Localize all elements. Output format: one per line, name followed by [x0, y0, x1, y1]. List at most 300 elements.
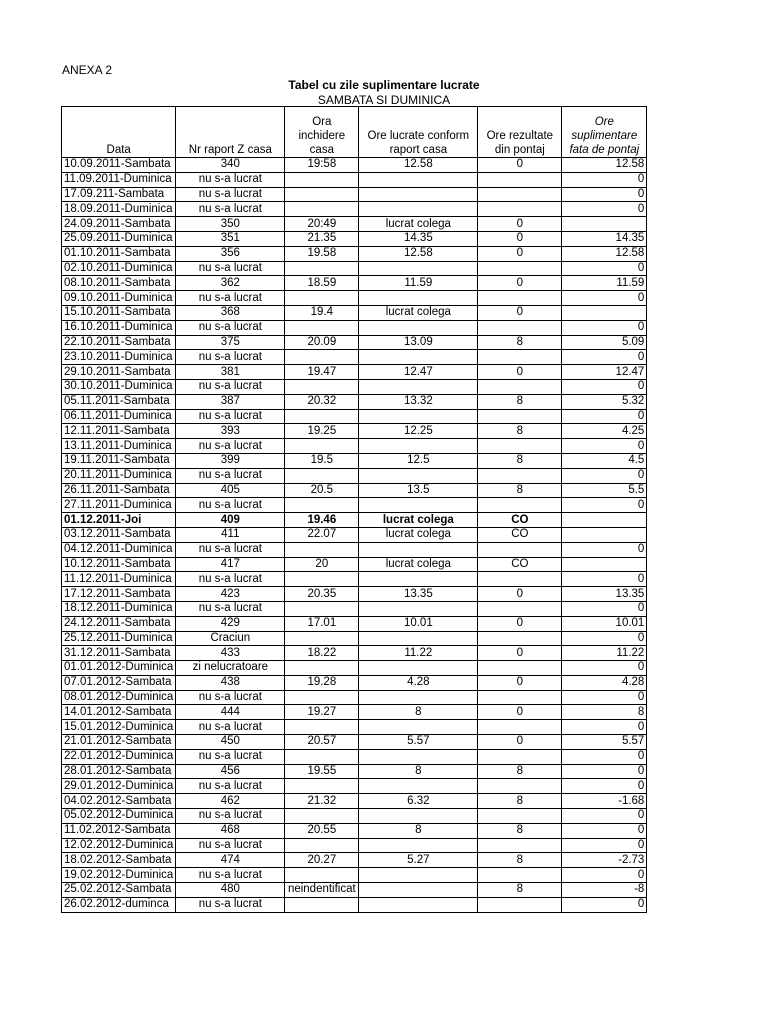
- cell-z-report: nu s-a lucrat: [176, 838, 285, 853]
- cell-hours-worked: [359, 572, 478, 587]
- cell-extra-hours: 0: [562, 690, 647, 705]
- cell-closing-time: [285, 868, 359, 883]
- cell-timesheet-hours: 8: [478, 335, 562, 350]
- cell-closing-time: 19.46: [285, 513, 359, 528]
- cell-date: 26.02.2012-duminca: [62, 897, 176, 912]
- cell-z-report: 438: [176, 675, 285, 690]
- cell-z-report: 456: [176, 764, 285, 779]
- cell-z-report: nu s-a lucrat: [176, 601, 285, 616]
- cell-z-report: nu s-a lucrat: [176, 350, 285, 365]
- cell-closing-time: neindentificat: [285, 883, 359, 898]
- table-row: [62, 897, 647, 912]
- cell-z-report: nu s-a lucrat: [176, 749, 285, 764]
- cell-date: 25.12.2011-Duminica: [62, 631, 176, 646]
- cell-extra-hours: 11.59: [562, 276, 647, 291]
- cell-date: 01.12.2011-Joi: [62, 513, 176, 528]
- cell-date: 24.12.2011-Sambata: [62, 616, 176, 631]
- cell-date: 29.10.2011-Sambata: [62, 365, 176, 380]
- cell-timesheet-hours: [478, 409, 562, 424]
- table-row: [62, 513, 647, 528]
- table-row: [62, 202, 647, 217]
- cell-timesheet-hours: 0: [478, 217, 562, 232]
- cell-timesheet-hours: 0: [478, 246, 562, 261]
- cell-closing-time: 20: [285, 557, 359, 572]
- cell-closing-time: 21.35: [285, 231, 359, 246]
- cell-date: 25.09.2011-Duminica: [62, 231, 176, 246]
- table-row: [62, 261, 647, 276]
- header-date: Data: [62, 107, 176, 158]
- cell-extra-hours: 14.35: [562, 231, 647, 246]
- cell-timesheet-hours: [478, 690, 562, 705]
- cell-z-report: nu s-a lucrat: [176, 572, 285, 587]
- cell-z-report: nu s-a lucrat: [176, 202, 285, 217]
- header-z-report: Nr raport Z casa: [176, 107, 285, 158]
- cell-hours-worked: [359, 631, 478, 646]
- cell-timesheet-hours: [478, 601, 562, 616]
- cell-date: 19.11.2011-Sambata: [62, 453, 176, 468]
- cell-z-report: nu s-a lucrat: [176, 690, 285, 705]
- cell-hours-worked: [359, 202, 478, 217]
- cell-z-report: 450: [176, 735, 285, 750]
- cell-extra-hours: 13.35: [562, 587, 647, 602]
- cell-timesheet-hours: [478, 187, 562, 202]
- cell-closing-time: 17.01: [285, 616, 359, 631]
- overtime-table: [61, 106, 647, 913]
- cell-extra-hours: 12.58: [562, 158, 647, 173]
- cell-timesheet-hours: [478, 468, 562, 483]
- cell-closing-time: 19.27: [285, 705, 359, 720]
- cell-hours-worked: 12.5: [359, 453, 478, 468]
- cell-z-report: 393: [176, 424, 285, 439]
- table-row: [62, 379, 647, 394]
- cell-extra-hours: 11.22: [562, 646, 647, 661]
- table-row: [62, 172, 647, 187]
- header-closing-time: Ora inchidere casa: [285, 107, 359, 158]
- cell-timesheet-hours: 8: [478, 883, 562, 898]
- cell-closing-time: 20.35: [285, 587, 359, 602]
- cell-date: 04.02.2012-Sambata: [62, 794, 176, 809]
- cell-extra-hours: [562, 513, 647, 528]
- cell-date: 31.12.2011-Sambata: [62, 646, 176, 661]
- cell-extra-hours: 0: [562, 542, 647, 557]
- cell-closing-time: [285, 572, 359, 587]
- cell-z-report: 351: [176, 231, 285, 246]
- cell-timesheet-hours: CO: [478, 513, 562, 528]
- header-extra-hours: Ore suplimentare fata de pontaj: [562, 107, 647, 158]
- cell-closing-time: 19.28: [285, 675, 359, 690]
- cell-closing-time: 18.59: [285, 276, 359, 291]
- cell-date: 04.12.2011-Duminica: [62, 542, 176, 557]
- cell-timesheet-hours: 0: [478, 305, 562, 320]
- annex-label: ANEXA 2: [62, 63, 113, 77]
- table-row: [62, 883, 647, 898]
- cell-date: 17.09.211-Sambata: [62, 187, 176, 202]
- cell-extra-hours: 0: [562, 350, 647, 365]
- cell-timesheet-hours: 8: [478, 453, 562, 468]
- table-row: [62, 690, 647, 705]
- cell-extra-hours: [562, 305, 647, 320]
- table-row: [62, 468, 647, 483]
- cell-extra-hours: -2.73: [562, 853, 647, 868]
- cell-closing-time: [285, 720, 359, 735]
- cell-extra-hours: 0: [562, 572, 647, 587]
- cell-closing-time: [285, 498, 359, 513]
- cell-hours-worked: 8: [359, 705, 478, 720]
- table-row: [62, 779, 647, 794]
- cell-hours-worked: 12.47: [359, 365, 478, 380]
- cell-date: 13.11.2011-Duminica: [62, 439, 176, 454]
- cell-timesheet-hours: [478, 897, 562, 912]
- cell-timesheet-hours: 0: [478, 158, 562, 173]
- cell-z-report: nu s-a lucrat: [176, 320, 285, 335]
- cell-z-report: nu s-a lucrat: [176, 498, 285, 513]
- cell-closing-time: 19.55: [285, 764, 359, 779]
- cell-extra-hours: 0: [562, 720, 647, 735]
- cell-hours-worked: lucrat colega: [359, 217, 478, 232]
- cell-closing-time: [285, 202, 359, 217]
- cell-hours-worked: 13.5: [359, 483, 478, 498]
- header-hours-worked: Ore lucrate conform raport casa: [359, 107, 478, 158]
- cell-extra-hours: 5.32: [562, 394, 647, 409]
- cell-hours-worked: lucrat colega: [359, 527, 478, 542]
- cell-extra-hours: 10.01: [562, 616, 647, 631]
- cell-closing-time: [285, 468, 359, 483]
- cell-z-report: 423: [176, 587, 285, 602]
- cell-hours-worked: [359, 350, 478, 365]
- cell-hours-worked: 12.58: [359, 246, 478, 261]
- cell-extra-hours: [562, 557, 647, 572]
- cell-extra-hours: 0: [562, 202, 647, 217]
- cell-hours-worked: [359, 868, 478, 883]
- cell-hours-worked: [359, 883, 478, 898]
- cell-hours-worked: [359, 542, 478, 557]
- cell-z-report: 433: [176, 646, 285, 661]
- cell-date: 18.09.2011-Duminica: [62, 202, 176, 217]
- cell-closing-time: [285, 542, 359, 557]
- cell-closing-time: 20:49: [285, 217, 359, 232]
- cell-closing-time: [285, 779, 359, 794]
- cell-extra-hours: 0: [562, 823, 647, 838]
- cell-hours-worked: [359, 749, 478, 764]
- cell-extra-hours: 0: [562, 779, 647, 794]
- cell-closing-time: [285, 838, 359, 853]
- cell-timesheet-hours: CO: [478, 557, 562, 572]
- cell-timesheet-hours: [478, 498, 562, 513]
- cell-timesheet-hours: 8: [478, 853, 562, 868]
- cell-extra-hours: [562, 217, 647, 232]
- cell-closing-time: 19.47: [285, 365, 359, 380]
- table-row: [62, 809, 647, 824]
- cell-hours-worked: lucrat colega: [359, 513, 478, 528]
- cell-date: 16.10.2011-Duminica: [62, 320, 176, 335]
- cell-date: 06.11.2011-Duminica: [62, 409, 176, 424]
- cell-timesheet-hours: 8: [478, 823, 562, 838]
- cell-extra-hours: 8: [562, 705, 647, 720]
- cell-extra-hours: 0: [562, 809, 647, 824]
- cell-z-report: Craciun: [176, 631, 285, 646]
- cell-hours-worked: [359, 291, 478, 306]
- cell-extra-hours: 0: [562, 498, 647, 513]
- cell-timesheet-hours: 0: [478, 276, 562, 291]
- cell-closing-time: 19:58: [285, 158, 359, 173]
- cell-closing-time: [285, 409, 359, 424]
- cell-z-report: 368: [176, 305, 285, 320]
- cell-timesheet-hours: 0: [478, 705, 562, 720]
- table-subtitle: SAMBATA SI DUMINICA: [317, 93, 451, 107]
- cell-z-report: 340: [176, 158, 285, 173]
- cell-hours-worked: 12.58: [359, 158, 478, 173]
- cell-timesheet-hours: [478, 202, 562, 217]
- cell-date: 12.11.2011-Sambata: [62, 424, 176, 439]
- cell-extra-hours: 0: [562, 764, 647, 779]
- cell-z-report: 381: [176, 365, 285, 380]
- cell-z-report: nu s-a lucrat: [176, 291, 285, 306]
- cell-date: 09.10.2011-Duminica: [62, 291, 176, 306]
- cell-date: 01.01.2012-Duminica: [62, 661, 176, 676]
- cell-extra-hours: 0: [562, 172, 647, 187]
- cell-extra-hours: 4.28: [562, 675, 647, 690]
- cell-extra-hours: 5.5: [562, 483, 647, 498]
- cell-extra-hours: -1.68: [562, 794, 647, 809]
- cell-date: 05.11.2011-Sambata: [62, 394, 176, 409]
- cell-extra-hours: 5.09: [562, 335, 647, 350]
- cell-date: 20.11.2011-Duminica: [62, 468, 176, 483]
- cell-hours-worked: [359, 498, 478, 513]
- cell-hours-worked: lucrat colega: [359, 557, 478, 572]
- table-row: [62, 498, 647, 513]
- cell-hours-worked: [359, 720, 478, 735]
- cell-closing-time: 18.22: [285, 646, 359, 661]
- cell-date: 14.01.2012-Sambata: [62, 705, 176, 720]
- cell-hours-worked: 11.59: [359, 276, 478, 291]
- cell-closing-time: [285, 320, 359, 335]
- cell-hours-worked: lucrat colega: [359, 305, 478, 320]
- cell-date: 07.01.2012-Sambata: [62, 675, 176, 690]
- cell-hours-worked: 10.01: [359, 616, 478, 631]
- cell-z-report: 462: [176, 794, 285, 809]
- cell-hours-worked: [359, 897, 478, 912]
- cell-extra-hours: 0: [562, 320, 647, 335]
- cell-timesheet-hours: 0: [478, 735, 562, 750]
- cell-timesheet-hours: [478, 661, 562, 676]
- cell-z-report: nu s-a lucrat: [176, 261, 285, 276]
- table-row: [62, 335, 647, 350]
- cell-timesheet-hours: [478, 631, 562, 646]
- cell-extra-hours: 4.5: [562, 453, 647, 468]
- table-row: [62, 187, 647, 202]
- cell-timesheet-hours: 0: [478, 587, 562, 602]
- cell-hours-worked: 14.35: [359, 231, 478, 246]
- cell-z-report: 350: [176, 217, 285, 232]
- table-row: [62, 365, 647, 380]
- cell-date: 29.01.2012-Duminica: [62, 779, 176, 794]
- cell-extra-hours: 0: [562, 379, 647, 394]
- cell-extra-hours: 0: [562, 261, 647, 276]
- table-row: [62, 276, 647, 291]
- cell-closing-time: 20.09: [285, 335, 359, 350]
- cell-hours-worked: [359, 601, 478, 616]
- table-row: [62, 424, 647, 439]
- cell-hours-worked: 11.22: [359, 646, 478, 661]
- cell-closing-time: 19.4: [285, 305, 359, 320]
- cell-hours-worked: [359, 690, 478, 705]
- cell-date: 01.10.2011-Sambata: [62, 246, 176, 261]
- cell-date: 22.01.2012-Duminica: [62, 749, 176, 764]
- cell-timesheet-hours: 0: [478, 616, 562, 631]
- cell-extra-hours: [562, 527, 647, 542]
- cell-extra-hours: 0: [562, 409, 647, 424]
- cell-z-report: 411: [176, 527, 285, 542]
- cell-date: 08.01.2012-Duminica: [62, 690, 176, 705]
- table-row: [62, 631, 647, 646]
- table-row: [62, 350, 647, 365]
- table-row: [62, 868, 647, 883]
- cell-date: 27.11.2011-Duminica: [62, 498, 176, 513]
- cell-closing-time: [285, 809, 359, 824]
- cell-extra-hours: 5.57: [562, 735, 647, 750]
- cell-closing-time: [285, 897, 359, 912]
- table-row: [62, 394, 647, 409]
- table-row: [62, 735, 647, 750]
- cell-extra-hours: 12.47: [562, 365, 647, 380]
- cell-closing-time: [285, 439, 359, 454]
- cell-z-report: 474: [176, 853, 285, 868]
- cell-date: 11.12.2011-Duminica: [62, 572, 176, 587]
- cell-z-report: nu s-a lucrat: [176, 172, 285, 187]
- cell-extra-hours: 0: [562, 838, 647, 853]
- table-row: [62, 320, 647, 335]
- cell-z-report: 417: [176, 557, 285, 572]
- cell-z-report: nu s-a lucrat: [176, 809, 285, 824]
- cell-timesheet-hours: [478, 838, 562, 853]
- cell-extra-hours: 0: [562, 291, 647, 306]
- cell-date: 22.10.2011-Sambata: [62, 335, 176, 350]
- table-row: [62, 557, 647, 572]
- cell-hours-worked: [359, 261, 478, 276]
- cell-closing-time: [285, 379, 359, 394]
- cell-timesheet-hours: [478, 720, 562, 735]
- cell-hours-worked: 8: [359, 764, 478, 779]
- cell-date: 17.12.2011-Sambata: [62, 587, 176, 602]
- cell-date: 05.02.2012-Duminica: [62, 809, 176, 824]
- cell-timesheet-hours: [478, 261, 562, 276]
- cell-closing-time: 19.25: [285, 424, 359, 439]
- cell-timesheet-hours: CO: [478, 527, 562, 542]
- cell-timesheet-hours: 8: [478, 424, 562, 439]
- cell-timesheet-hours: [478, 868, 562, 883]
- table-row: [62, 305, 647, 320]
- cell-extra-hours: 0: [562, 601, 647, 616]
- cell-hours-worked: 4.28: [359, 675, 478, 690]
- cell-closing-time: 20.55: [285, 823, 359, 838]
- cell-z-report: nu s-a lucrat: [176, 542, 285, 557]
- cell-timesheet-hours: [478, 542, 562, 557]
- cell-date: 15.01.2012-Duminica: [62, 720, 176, 735]
- cell-closing-time: [285, 601, 359, 616]
- cell-hours-worked: 13.09: [359, 335, 478, 350]
- cell-closing-time: [285, 172, 359, 187]
- header-row: [62, 107, 647, 158]
- cell-z-report: nu s-a lucrat: [176, 187, 285, 202]
- table-row: [62, 705, 647, 720]
- cell-closing-time: [285, 187, 359, 202]
- table-row: [62, 675, 647, 690]
- cell-hours-worked: [359, 468, 478, 483]
- cell-hours-worked: 6.32: [359, 794, 478, 809]
- table-row: [62, 409, 647, 424]
- cell-date: 19.02.2012-Duminica: [62, 868, 176, 883]
- cell-z-report: 405: [176, 483, 285, 498]
- cell-z-report: 480: [176, 883, 285, 898]
- cell-extra-hours: 0: [562, 897, 647, 912]
- table-row: [62, 661, 647, 676]
- table-row: [62, 217, 647, 232]
- cell-timesheet-hours: [478, 439, 562, 454]
- cell-timesheet-hours: 8: [478, 794, 562, 809]
- table-row: [62, 483, 647, 498]
- cell-z-report: 444: [176, 705, 285, 720]
- cell-hours-worked: [359, 838, 478, 853]
- cell-z-report: nu s-a lucrat: [176, 868, 285, 883]
- table-row: [62, 601, 647, 616]
- cell-hours-worked: [359, 172, 478, 187]
- cell-date: 11.02.2012-Sambata: [62, 823, 176, 838]
- cell-date: 24.09.2011-Sambata: [62, 217, 176, 232]
- table-row: [62, 764, 647, 779]
- cell-closing-time: [285, 749, 359, 764]
- cell-z-report: 409: [176, 513, 285, 528]
- cell-date: 08.10.2011-Sambata: [62, 276, 176, 291]
- table-row: [62, 246, 647, 261]
- cell-hours-worked: [359, 439, 478, 454]
- table-row: [62, 587, 647, 602]
- cell-z-report: 375: [176, 335, 285, 350]
- table-row: [62, 453, 647, 468]
- cell-date: 12.02.2012-Duminica: [62, 838, 176, 853]
- cell-date: 11.09.2011-Duminica: [62, 172, 176, 187]
- cell-closing-time: [285, 261, 359, 276]
- cell-hours-worked: 5.27: [359, 853, 478, 868]
- cell-date: 10.09.2011-Sambata: [62, 158, 176, 173]
- cell-date: 18.12.2011-Duminica: [62, 601, 176, 616]
- cell-date: 28.01.2012-Sambata: [62, 764, 176, 779]
- cell-extra-hours: 0: [562, 439, 647, 454]
- table-body: [62, 158, 647, 913]
- table-row: [62, 720, 647, 735]
- table-row: [62, 231, 647, 246]
- cell-z-report: nu s-a lucrat: [176, 720, 285, 735]
- table-row: [62, 646, 647, 661]
- table-row: [62, 291, 647, 306]
- cell-hours-worked: [359, 320, 478, 335]
- cell-hours-worked: [359, 809, 478, 824]
- cell-z-report: zi nelucratoare: [176, 661, 285, 676]
- cell-timesheet-hours: [478, 749, 562, 764]
- cell-closing-time: 19.5: [285, 453, 359, 468]
- table-row: [62, 616, 647, 631]
- cell-z-report: nu s-a lucrat: [176, 379, 285, 394]
- cell-hours-worked: 12.25: [359, 424, 478, 439]
- table-row: [62, 823, 647, 838]
- cell-closing-time: [285, 690, 359, 705]
- table-row: [62, 158, 647, 173]
- cell-extra-hours: 0: [562, 631, 647, 646]
- cell-timesheet-hours: [478, 809, 562, 824]
- table-row: [62, 572, 647, 587]
- cell-hours-worked: [359, 379, 478, 394]
- cell-z-report: nu s-a lucrat: [176, 409, 285, 424]
- cell-hours-worked: 8: [359, 823, 478, 838]
